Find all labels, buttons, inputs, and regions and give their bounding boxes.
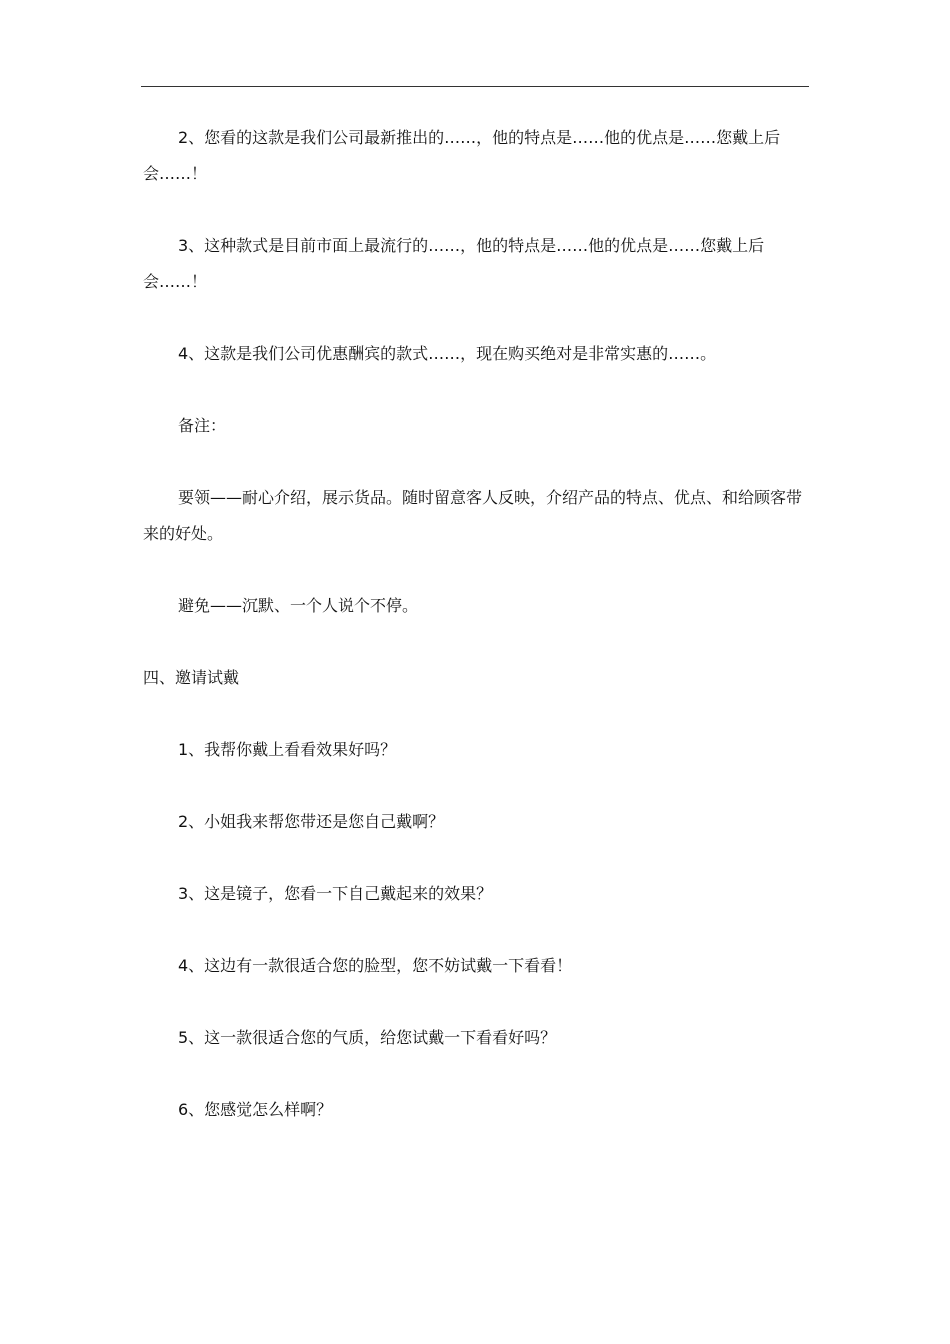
paragraph-item-4: 4、这款是我们公司优惠酬宾的款式……，现在购买绝对是非常实惠的……。 (178, 344, 717, 363)
key-points-paragraph: 要领——耐心介绍，展示货品。随时留意客人反映，介绍产品的特点、优点、和给顾客带来的好处。 (143, 488, 803, 543)
invite-item-5: 5、这一款很适合您的气质，给您试戴一下看看好吗？ (178, 1028, 557, 1047)
invite-item-3: 3、这是镜子，您看一下自己戴起来的效果？ (178, 884, 493, 903)
invite-item-4: 4、这边有一款很适合您的脸型，您不妨试戴一下看看！ (178, 956, 573, 975)
document-body (143, 120, 813, 1164)
note-heading: 备注： (178, 416, 227, 435)
header-rule (141, 86, 809, 87)
invite-item-1: 1、我帮你戴上看看效果好吗？ (178, 740, 397, 759)
invite-item-6: 6、您感觉怎么样啊？ (178, 1100, 333, 1119)
invite-item-2: 2、小姐我来帮您带还是您自己戴啊？ (178, 812, 445, 831)
paragraph-item-2: 2、您看的这款是我们公司最新推出的……，他的特点是……他的优点是……您戴上后会……！ (143, 128, 781, 183)
section-heading-invite-try-on: 四、邀请试戴 (143, 668, 240, 687)
paragraph-item-3: 3、这种款式是目前市面上最流行的……，他的特点是……他的优点是……您戴上后会……！ (143, 236, 765, 291)
avoid-paragraph: 避免——沉默、一个人说个不停。 (178, 596, 419, 615)
